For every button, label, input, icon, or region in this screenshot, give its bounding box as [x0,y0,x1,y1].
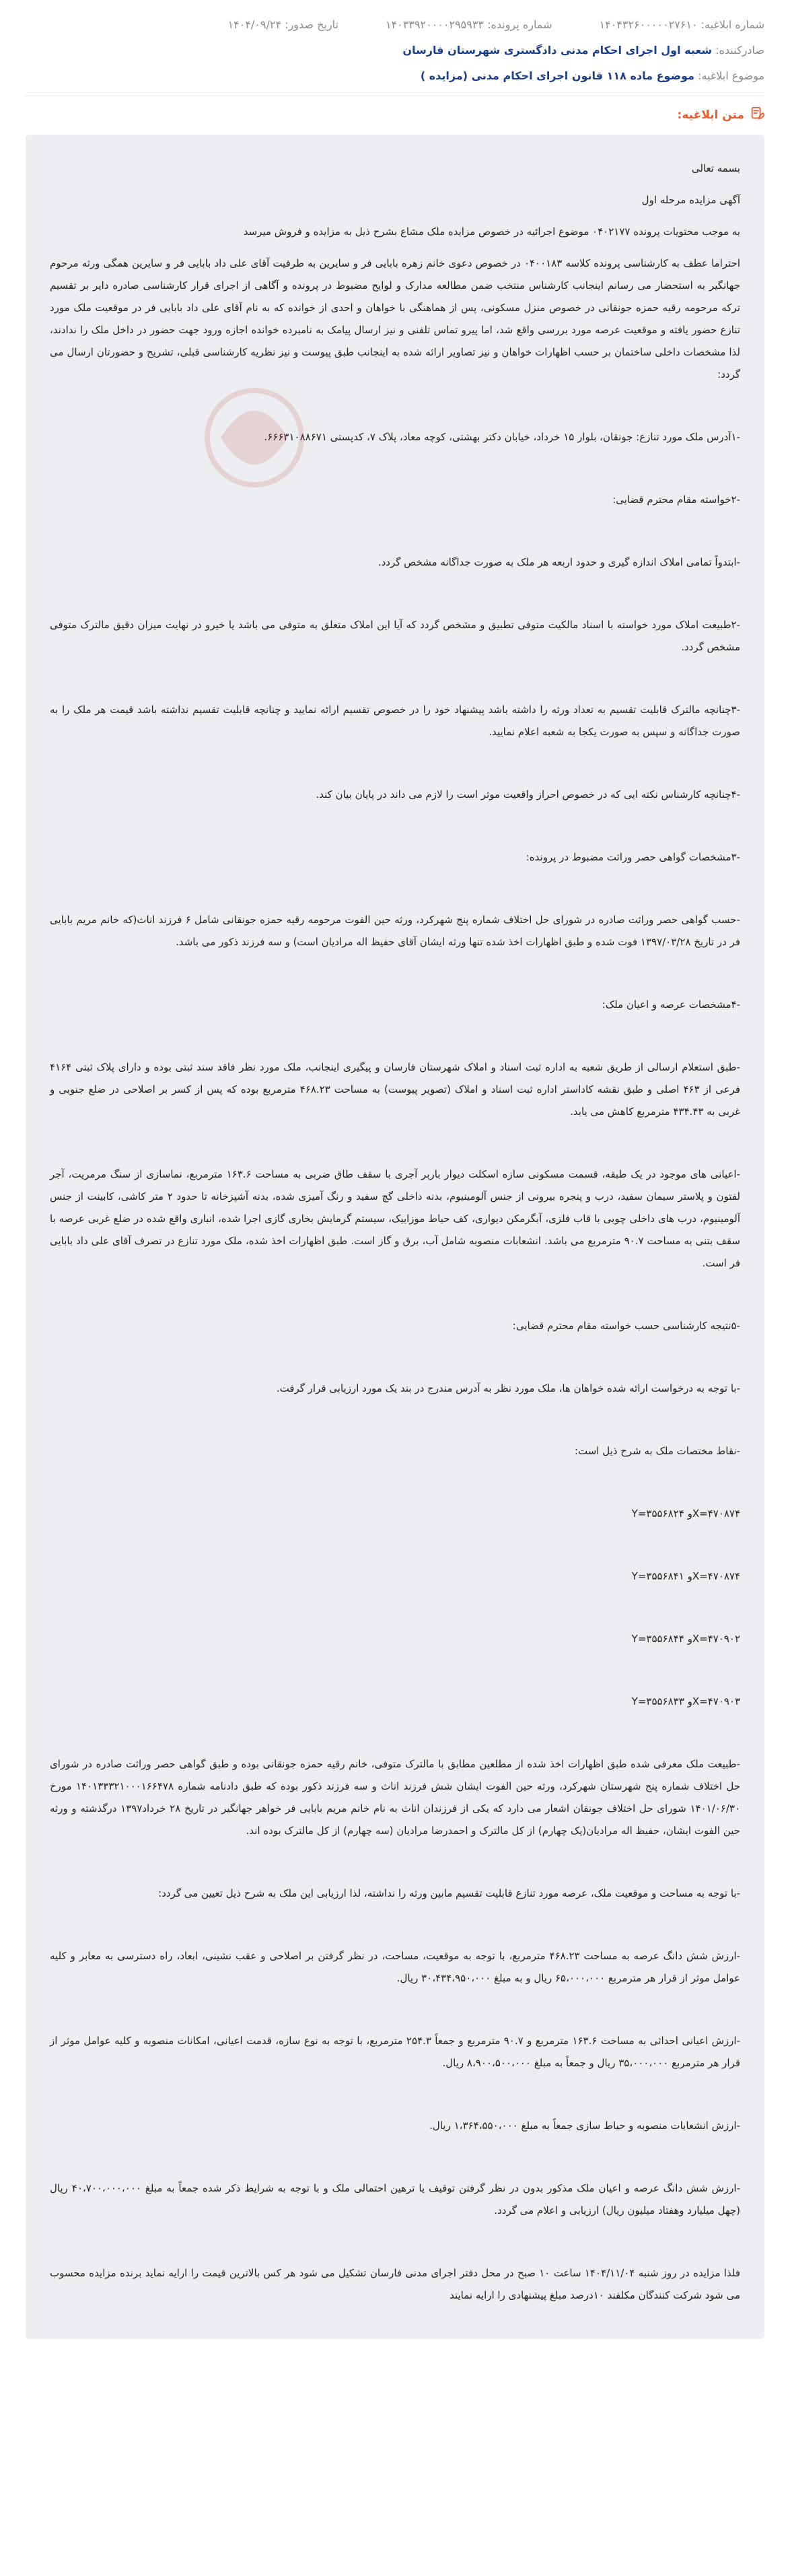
coordinate-4: X=۴۷۰۹۰۳و Y=۳۵۵۶۸۳۳ [631,1695,740,1707]
coordinate-1: X=۴۷۰۸۷۴و Y=۳۵۵۶۸۲۴ [631,1507,740,1520]
auction-title: آگهی مزایده مرحله اول [641,194,740,206]
request-item-4: -۴چنانچه کارشناس نکته ایی که در خصوص احراز واقعیت موثر است را لازم می داند در پایان بیان کند. [316,788,740,801]
inheritance-details: -حسب گواهی حصر وراثت صادره در شورای حل اختلاف شماره پنج شهرکرد، ورثه حین الفوت مرحومه رقیه حمزه جونقانی شامل ۶ فرزند اناث(که خانم مریم بابایی فر در تاریخ ۱۳۹۷/۰۳/۲۸ فوت شده و طبق اظهارات اخذ شده تنها ورثه ایشان آقای حفیظ اله مرادیان است) و سه فرزند ذکور می باشد. [50,914,740,948]
property-specs-heading: -۴مشخصات عرصه و اعیان ملک: [602,998,740,1011]
basmala: بسمه تعالی [691,162,740,174]
auction-date-terms: فلذا مزایده در روز شنبه ۱۴۰۴/۱۱/۰۴ ساعت ۱۰ صبح در محل دفتر اجرای مدنی فارسان تشکیل می شود هر کس بالاترین قیمت را ارایه نماید برنده مزایده محسوب می شود شرکت کنندگان مکلفند ۱۰درصد مبلغ پیشنهادی را ارایه نمایند [50,2267,740,2301]
coordinate-2: X=۴۷۰۸۷۴و Y=۳۵۵۶۸۴۱ [631,1570,740,1582]
case-number: شماره پرونده: ۱۴۰۳۳۹۲۰۰۰۰۲۹۵۹۳۳ [385,18,552,31]
inheritance-heading: -۳مشخصات گواهی حصر وراثت مضبوط در پرونده: [526,851,740,863]
request-item-1: -ابتدواً تمامی املاک اندازه گیری و حدود اربعه هر ملک به صورت جداگانه مشخص گردد. [378,556,740,568]
division-note: -با توجه به مساحت و موقعیت ملک، عرصه مورد تنازع قابلیت تقسیم مابین ورثه را نداشته، لذا ارزیابی این ملک به شرح ذیل تعیین می گردد: [158,1887,740,1899]
expert-result-heading: -۵نتیجه کارشناسی حسب خواسته مقام محترم قضایی: [512,1320,740,1332]
property-nature: -طبیعت ملک معرفی شده طبق اظهارات اخذ شده از مطلعین مطابق با مالترک متوفی، خانم رقیه حمزه جونقانی بوده و طبق گواهی حصر وراثت صادره در شورای حل اختلاف شماره پنج شهرستان شهرکرد، ورثه حین الفوت ایشان شش فرزند اناث و سه فرزند ذکور بوده که طبق دادنامه شماره ۱۴۰۱۳۳۳۲۱۰۰۰۱۶۶۴۷۸ مورخ ۱۴۰۱/۰۶/۳۰ شورای حل اختلاف جونقان اشعار می دارد که یکی از فرزندان اناث به نام خانم مریم بابایی فر خواهر جهانگیر در تاریخ ۲۸ خرداد۱۳۹۷ درگذشته و ورثه حین الفوت ایشان، حفیظ اله مرادیان(یک چهارم) از کل مالترک و احمدرضا مرادیان (سه چهارم) از کل مالترک بوده اند. [50,1758,741,1837]
utilities-value: -ارزش انشعابات منصوبه و حیاط سازی جمعاً به مبلغ ۱،۳۶۴،۵۵۰،۰۰۰ ریال. [429,2120,740,2132]
section-title [0,96,790,131]
judge-request-heading: -۲خواسته مقام محترم قضایی: [612,494,740,506]
intro-paragraph: به موجب محتویات پرونده ۰۴۰۲۱۷۷ موضوع اجرائیه در خصوص مزایده ملک مشاع بشرح ذیل به مزایده و فروش میرسد [243,226,740,238]
request-item-2: -۲طبیعت املاک مورد خواسته با اسناد مالکیت متوفی تطبیق و مشخص گردد که آیا این املاک متعلق به متوفی می باشد یا خیرو در نهایت میزان دقیق مالترک متوفی مشخص گردد. [50,619,740,653]
evaluation-note: -با توجه به درخواست ارائه شده خواهان ها، ملک مورد نظر به آدرس مندرج در بند یک مورد ارزیابی قرار گرفت. [276,1382,740,1394]
document-edit-icon [750,106,764,124]
building-value: -ارزش اعیانی احداثی به مساحت ۱۶۳.۶ مترمربع و ۹۰.۷ مترمربع و جمعاً ۲۵۴.۳ مترمربع، با توجه به نوع سازه، قدمت اعیانی، امکانات منصوبه و کلیه عوامل موثر از قرار هر مترمربع ۳۵،۰۰۰،۰۰۰ ریال و جمعاً به مبلغ ۸،۹۰۰،۵۰۰،۰۰۰ ریال. [50,2035,740,2069]
land-value: -ارزش شش دانگ عرصه به مساحت ۴۶۸.۲۳ مترمربع، با توجه به موقعیت، مساحت، در نظر گرفتن بر اصلاحی و عقب نشینی، ابعاد، راه دسترسی به معابر و کلیه عوامل موثر از قرار هر مترمربع ۶۵،۰۰۰،۰۰۰ ریال و به مبلغ ۳۰،۴۳۴،۹۵۰،۰۰۰ ریال. [50,1950,741,1984]
land-specs: -طبق استعلام ارسالی از طریق شعبه به اداره ثبت اسناد و املاک شهرستان فارسان و پیگیری اینجانب، ملک مورد نظر فاقد سند ثبتی بوده و دارای پلاک ثبتی ۴۱۶۴ فرعی از ۴۶۳ اصلی و طبق نقشه کاداستر اداره ثبت اسناد و املاک (تصویر پیوست) به مساحت ۴۶۸.۲۳ مترمربع بوده که پس از کسر بر اصلاحی در ضلع جنوبی و غربی به ۴۳۴.۴۳ مترمربع کاهش می یابد. [50,1061,740,1118]
request-item-3: -۳چنانچه مالترک قابلیت تقسیم به تعداد ورثه را داشته باشد پیشنهاد خود را در خصوص تقسیم ارائه نمایید و چنانچه قابلیت تقسیم نداشته باشد قیمت هر ملک را به صورت جداگانه و سپس به صورت یکجا به شعبه اعلام نمایید. [50,704,740,738]
building-specs: -اعیانی های موجود در یک طبقه، قسمت مسکونی سازه اسکلت دیوار باربر آجری با سقف طاق ضربی به مساحت ۱۶۳.۶ مترمربع، نماسازی از سنگ مرمریت، آجر لفتون و پلاستر سیمان سفید، درب و پنجره بیرونی از جنس آلومینیوم، بدنه داخلی گچ سفید و رنگ آمیزی شده، بدنه آشپزخانه تا حدود ۲ متر کاشی، کابینت از جنس آلومینیوم، درب های داخلی چوبی با قاب فلزی، آبگرمکن دیواری، کف حیاط موزاییک، سیستم گرمایش بخاری گازی اجرا شده، انباری واقع شده در ضلع غربی عرصه با سقف بتنی به مساحت ۹۰.۷ مترمربع می باشد. انشعابات منصوبه شامل آب، برق و گاز است. طبق اظهارات اخذ شده، ملک مورد تنازع در تصرف آقای علی داد بابایی فر است. [50,1168,741,1269]
expert-report-intro: احتراما عطف به کارشناسی پرونده کلاسه ۰۴۰۰۱۸۳ در خصوص دعوی خانم زهره بابایی فر و سایرین به طرفیت آقای علی داد بابایی فر و سایرین همگی ورثه مرحوم جهانگیر به استحضار می رسانم اینجانب کارشناس منتخب ضمن مطالعه مدارک و لوایح مضبوط در پرونده و آگاهی از اجرای قرار کارشناسی صادره دایر بر تقسیم ترکه مرحومه رقیه حمزه جونقانی در خصوص منزل مسکونی، پس از هماهنگی با خواهان و احدی از خوانده که به نام آقای علی داد بابایی فر در موقعیت ملک مورد تنازع حضور یافته و موقعیت عرصه مورد بررسی واقع شد، اما پیرو تماس تلفنی و نیز ارسال پیامک به نامبرده خوانده اجازه ورود جهت حضور در داخل ملک را ندادند، لذا مشخصات داخلی ساختمان بر حسب اظهارات خواهان و نیز تصاویر ارائه شده به اینجانب طبق پیوست و نیز نظریه کارشناسی قبلی، تشریح و حضورتان ارسال می گردد: [50,257,740,380]
property-address: -۱آدرس ملک مورد تنازع: جونقان، بلوار ۱۵ خرداد، خیابان دکتر بهشتی، کوچه معاد، پلاک ۷، کدپستی ۶۶۶۳۱۰۸۸۶۷۱. [264,431,740,443]
notice-number: شماره ابلاغیه: ۱۴۰۴۳۲۶۰۰۰۰۰۲۷۶۱۰ [599,18,764,31]
issuer-row: صادرکننده: شعبه اول اجرای احکام مدنی دادگستری شهرستان فارسان [402,44,764,57]
issuer-name: شعبه اول اجرای احکام مدنی دادگستری شهرستان فارسان [402,44,713,57]
subject-row: موضوع ابلاغیه: موضوع ماده ۱۱۸ قانون اجرای احکام مدنی (مزایده ) [420,69,764,82]
notice-body [26,135,764,2339]
coordinates-heading: -نقاط مختصات ملک به شرح ذیل است: [574,1445,740,1457]
subject-text: موضوع ماده ۱۱۸ قانون اجرای احکام مدنی (مزایده ) [420,69,694,82]
notice-header [0,0,790,96]
coordinate-3: X=۴۷۰۹۰۲و Y=۳۵۵۶۸۴۴ [631,1633,740,1645]
total-value: -ارزش شش دانگ عرصه و اعیان ملک مذکور بدون در نظر گرفتن توقیف یا ترهین احتمالی ملک و با توجه به شرایط ذکر شده جمعاً به مبلغ ۴۰،۷۰۰،۰۰۰،۰۰۰ ریال (چهل میلیارد وهفتاد میلیون ریال) ارزیابی و اعلام می گردد. [50,2182,741,2216]
meta-row [26,12,764,38]
issue-date: تاریخ صدور: ۱۴۰۴/۰۹/۲۴ [227,18,338,31]
section-title-text: متن ابلاغیه: [677,108,744,122]
